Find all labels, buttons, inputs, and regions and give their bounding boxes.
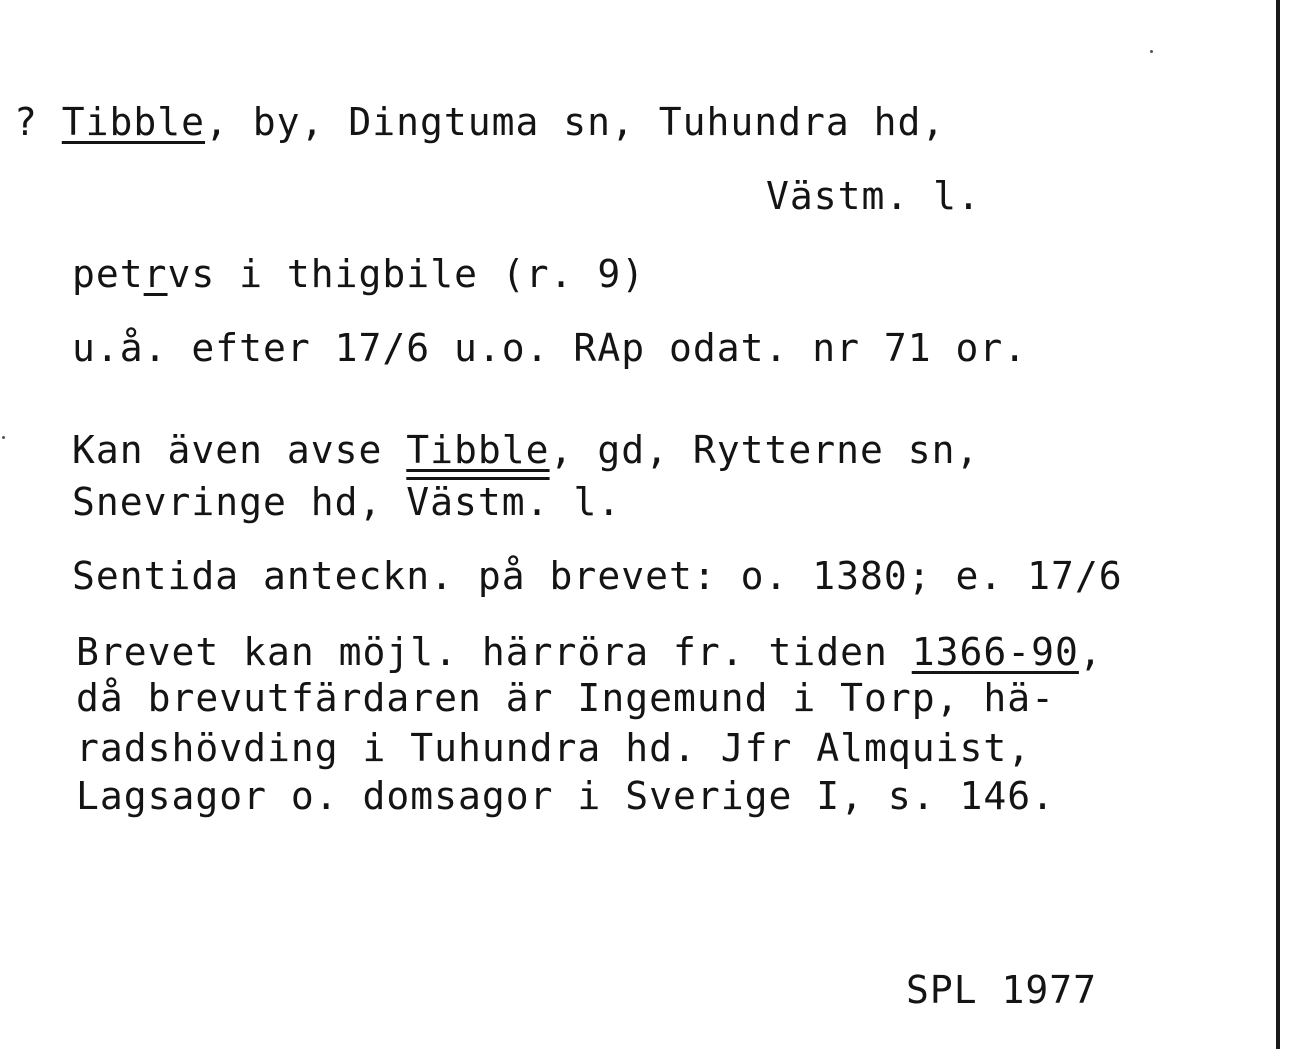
source-text-a: pet	[72, 252, 144, 296]
source-line-2: u.å. efter 17/6 u.o. RAp odat. nr 71 or.	[72, 326, 1028, 370]
note2-line: Sentida anteckn. på brevet: o. 1380; e. 17/6	[72, 554, 1123, 598]
note1-text-a: Kan även avse	[72, 428, 407, 472]
heading-line	[14, 100, 945, 144]
heading-rest: , by, Dingtuma sn, Tuhundra hd,	[205, 100, 946, 144]
note3-text-c: ,	[1078, 630, 1103, 674]
note1-line2-c: l.	[549, 480, 622, 524]
scan-speck	[2, 436, 5, 439]
note1-text-c: , gd, Rytterne sn,	[549, 428, 980, 472]
source-line-1	[72, 252, 645, 296]
note1-line-1	[72, 428, 979, 472]
source-text-marked: r	[143, 252, 168, 296]
note1-place: Tibble	[406, 428, 550, 472]
place-name: Tibble	[61, 100, 206, 144]
source-text-c: vs i thigbile (r. 9)	[167, 252, 646, 296]
card-edge	[1276, 0, 1280, 1049]
note3-line-4: Lagsagor o. domsagor i Sverige I, s. 146.	[76, 774, 1055, 818]
note3-line-2: då brevutfärdaren är Ingemund i Torp, hä-	[76, 676, 1055, 720]
note3-line-1	[76, 630, 1103, 674]
heading-line-2: Västm. l.	[766, 174, 981, 218]
signature: SPL 1977	[906, 968, 1098, 1012]
scan-speck	[1150, 50, 1153, 53]
note1-line2-a: Snevringe hd,	[72, 480, 407, 524]
note3-date-range: 1366-90	[911, 630, 1079, 674]
note1-line-2	[72, 480, 621, 524]
note1-line2-b: Västm.	[406, 480, 550, 524]
uncertain-marker: ?	[14, 100, 62, 144]
note3-text-a: Brevet kan möjl. härröra fr. tiden	[76, 630, 912, 674]
note3-line-3: radshövding i Tuhundra hd. Jfr Almquist,	[76, 726, 1032, 770]
